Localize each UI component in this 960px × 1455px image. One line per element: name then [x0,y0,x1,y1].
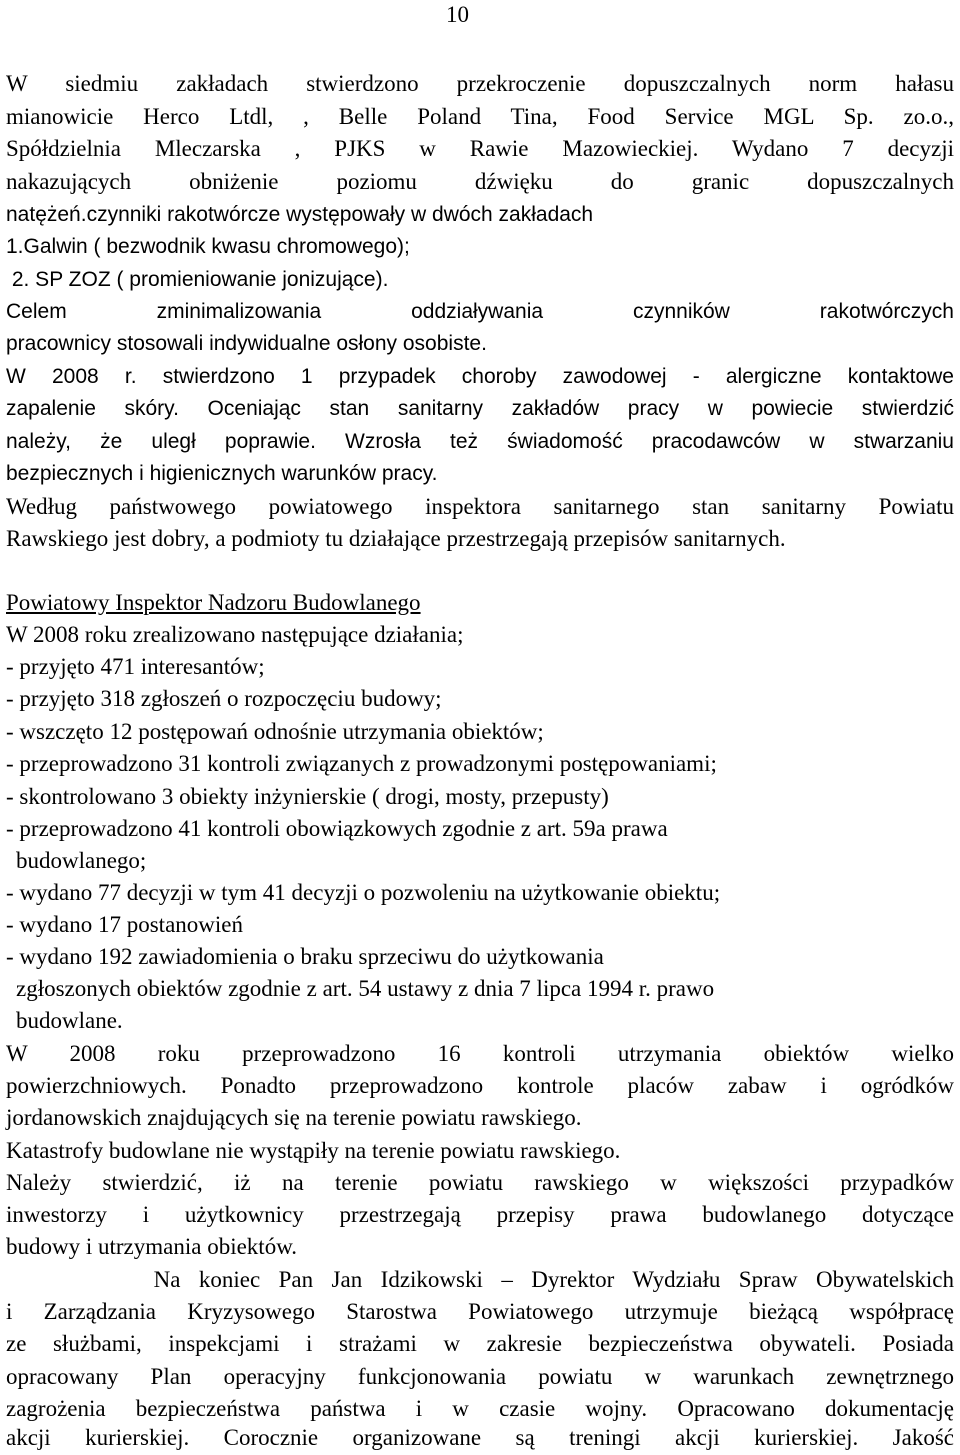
text-line: powierzchniowych. Ponadto przeprowadzono kontrole placów zabaw i ogródków [6,1073,954,1098]
text-line: Celem zminimalizowania oddziaływania czynników rakotwórczych [6,300,954,323]
text-line: 1.Galwin ( bezwodnik kwasu chromowego); [6,235,410,258]
text-line: Katastrofy budowlane nie wystąpiły na terenie powiatu rawskiego. [6,1138,621,1163]
text-line: W 2008 roku zrealizowano następujące działania; [6,622,464,647]
text-line: należy, że uległ poprawie. Wzrosła też świadomość pracodawców w stwarzaniu [6,430,954,453]
text-line: natężeń.czynniki rakotwórcze występowały w dwóch zakładach [6,203,594,226]
text-line: i Zarządzania Kryzysowego Starostwa Powiatowego utrzymuje bieżącą współpracę [6,1299,954,1324]
text-line: mianowicie Herco Ltdl, , Belle Poland Tina, Food Service MGL Sp. zo.o., [6,104,954,129]
text-line: pracownicy stosowali indywidualne osłony osobiste. [6,332,487,355]
list-item: - wszczęto 12 postępowań odnośnie utrzymania obiektów; [6,719,544,744]
list-item: - wydano 17 postanowień [6,912,243,937]
list-item-continued: zgłoszonych obiektów zgodnie z art. 54 ustawy z dnia 7 lipca 1994 r. prawo [16,976,715,1001]
text-line: Rawskiego jest dobry, a podmioty tu działające przestrzegają przepisów sanitarnych. [6,526,786,551]
page-number: 10 [446,2,469,27]
text-line: nakazujących obniżenie poziomu dźwięku do granic dopuszczalnych [6,169,954,194]
text-line: zapalenie skóry. Oceniając stan sanitarny zakładów pracy w powiecie stwierdzić [6,397,954,420]
list-item-continued: budowlane. [16,1008,123,1033]
text-line: W 2008 roku przeprowadzono 16 kontroli utrzymania obiektów wielko [6,1041,954,1066]
text-line: Według państwowego powiatowego inspektora sanitarnego stan sanitarny Powiatu [6,494,954,519]
list-item: - wydano 77 decyzji w tym 41 decyzji o pozwoleniu na użytkowanie obiektu; [6,880,721,905]
list-item-continued: budowlanego; [16,848,147,873]
list-item: - przeprowadzono 41 kontroli obowiązkowych zgodnie z art. 59a prawa [6,816,668,841]
text-line: 2. SP ZOZ ( promieniowanie jonizujące). [6,268,389,291]
list-item: - przyjęto 318 zgłoszeń o rozpoczęciu budowy; [6,686,442,711]
text-line: akcji kurierskiej. Corocznie organizowane są treningi akcji kurierskiej. Jakość [6,1425,954,1450]
list-item: - wydano 192 zawiadomienia o braku sprzeciwu do użytkowania [6,944,604,969]
text-line: budowy i utrzymania obiektów. [6,1234,298,1259]
text-line: Spółdzielnia Mleczarska , PJKS w Rawie Mazowieckiej. Wydano 7 decyzji [6,136,954,161]
text-line: bezpiecznych i higienicznych warunków pracy. [6,462,438,485]
list-item: - przeprowadzono 31 kontroli związanych z prowadzonymi postępowaniami; [6,751,717,776]
text-line: Należy stwierdzić, iż na terenie powiatu rawskiego w większości przypadków [6,1170,954,1195]
text-line: zagrożenia bezpieczeństwa państwa i w czasie wojny. Opracowano dokumentację [6,1396,954,1421]
text-line: ze służbami, inspekcjami i strażami w zakresie bezpieczeństwa obywateli. Posiada [6,1331,954,1356]
text-line: opracowany Plan operacyjny funkcjonowania powiatu w warunkach zewnętrznego [6,1364,954,1389]
text-line: inwestorzy i użytkownicy przestrzegają przepisy prawa budowlanego dotyczące [6,1202,954,1227]
list-item: - przyjęto 471 interesantów; [6,654,265,679]
list-item: - skontrolowano 3 obiekty inżynierskie ( drogi, mosty, przepusty) [6,784,609,809]
text-line: W siedmiu zakładach stwierdzono przekroczenie dopuszczalnych norm hałasu [6,71,954,96]
text-line: jordanowskich znajdujących się na terenie powiatu rawskiego. [6,1105,582,1130]
section-heading: Powiatowy Inspektor Nadzoru Budowlanego [6,590,421,615]
text-line: Na koniec Pan Jan Idzikowski – Dyrektor Wydziału Spraw Obywatelskich [6,1267,954,1292]
text-line: W 2008 r. stwierdzono 1 przypadek choroby zawodowej - alergiczne kontaktowe [6,365,954,388]
